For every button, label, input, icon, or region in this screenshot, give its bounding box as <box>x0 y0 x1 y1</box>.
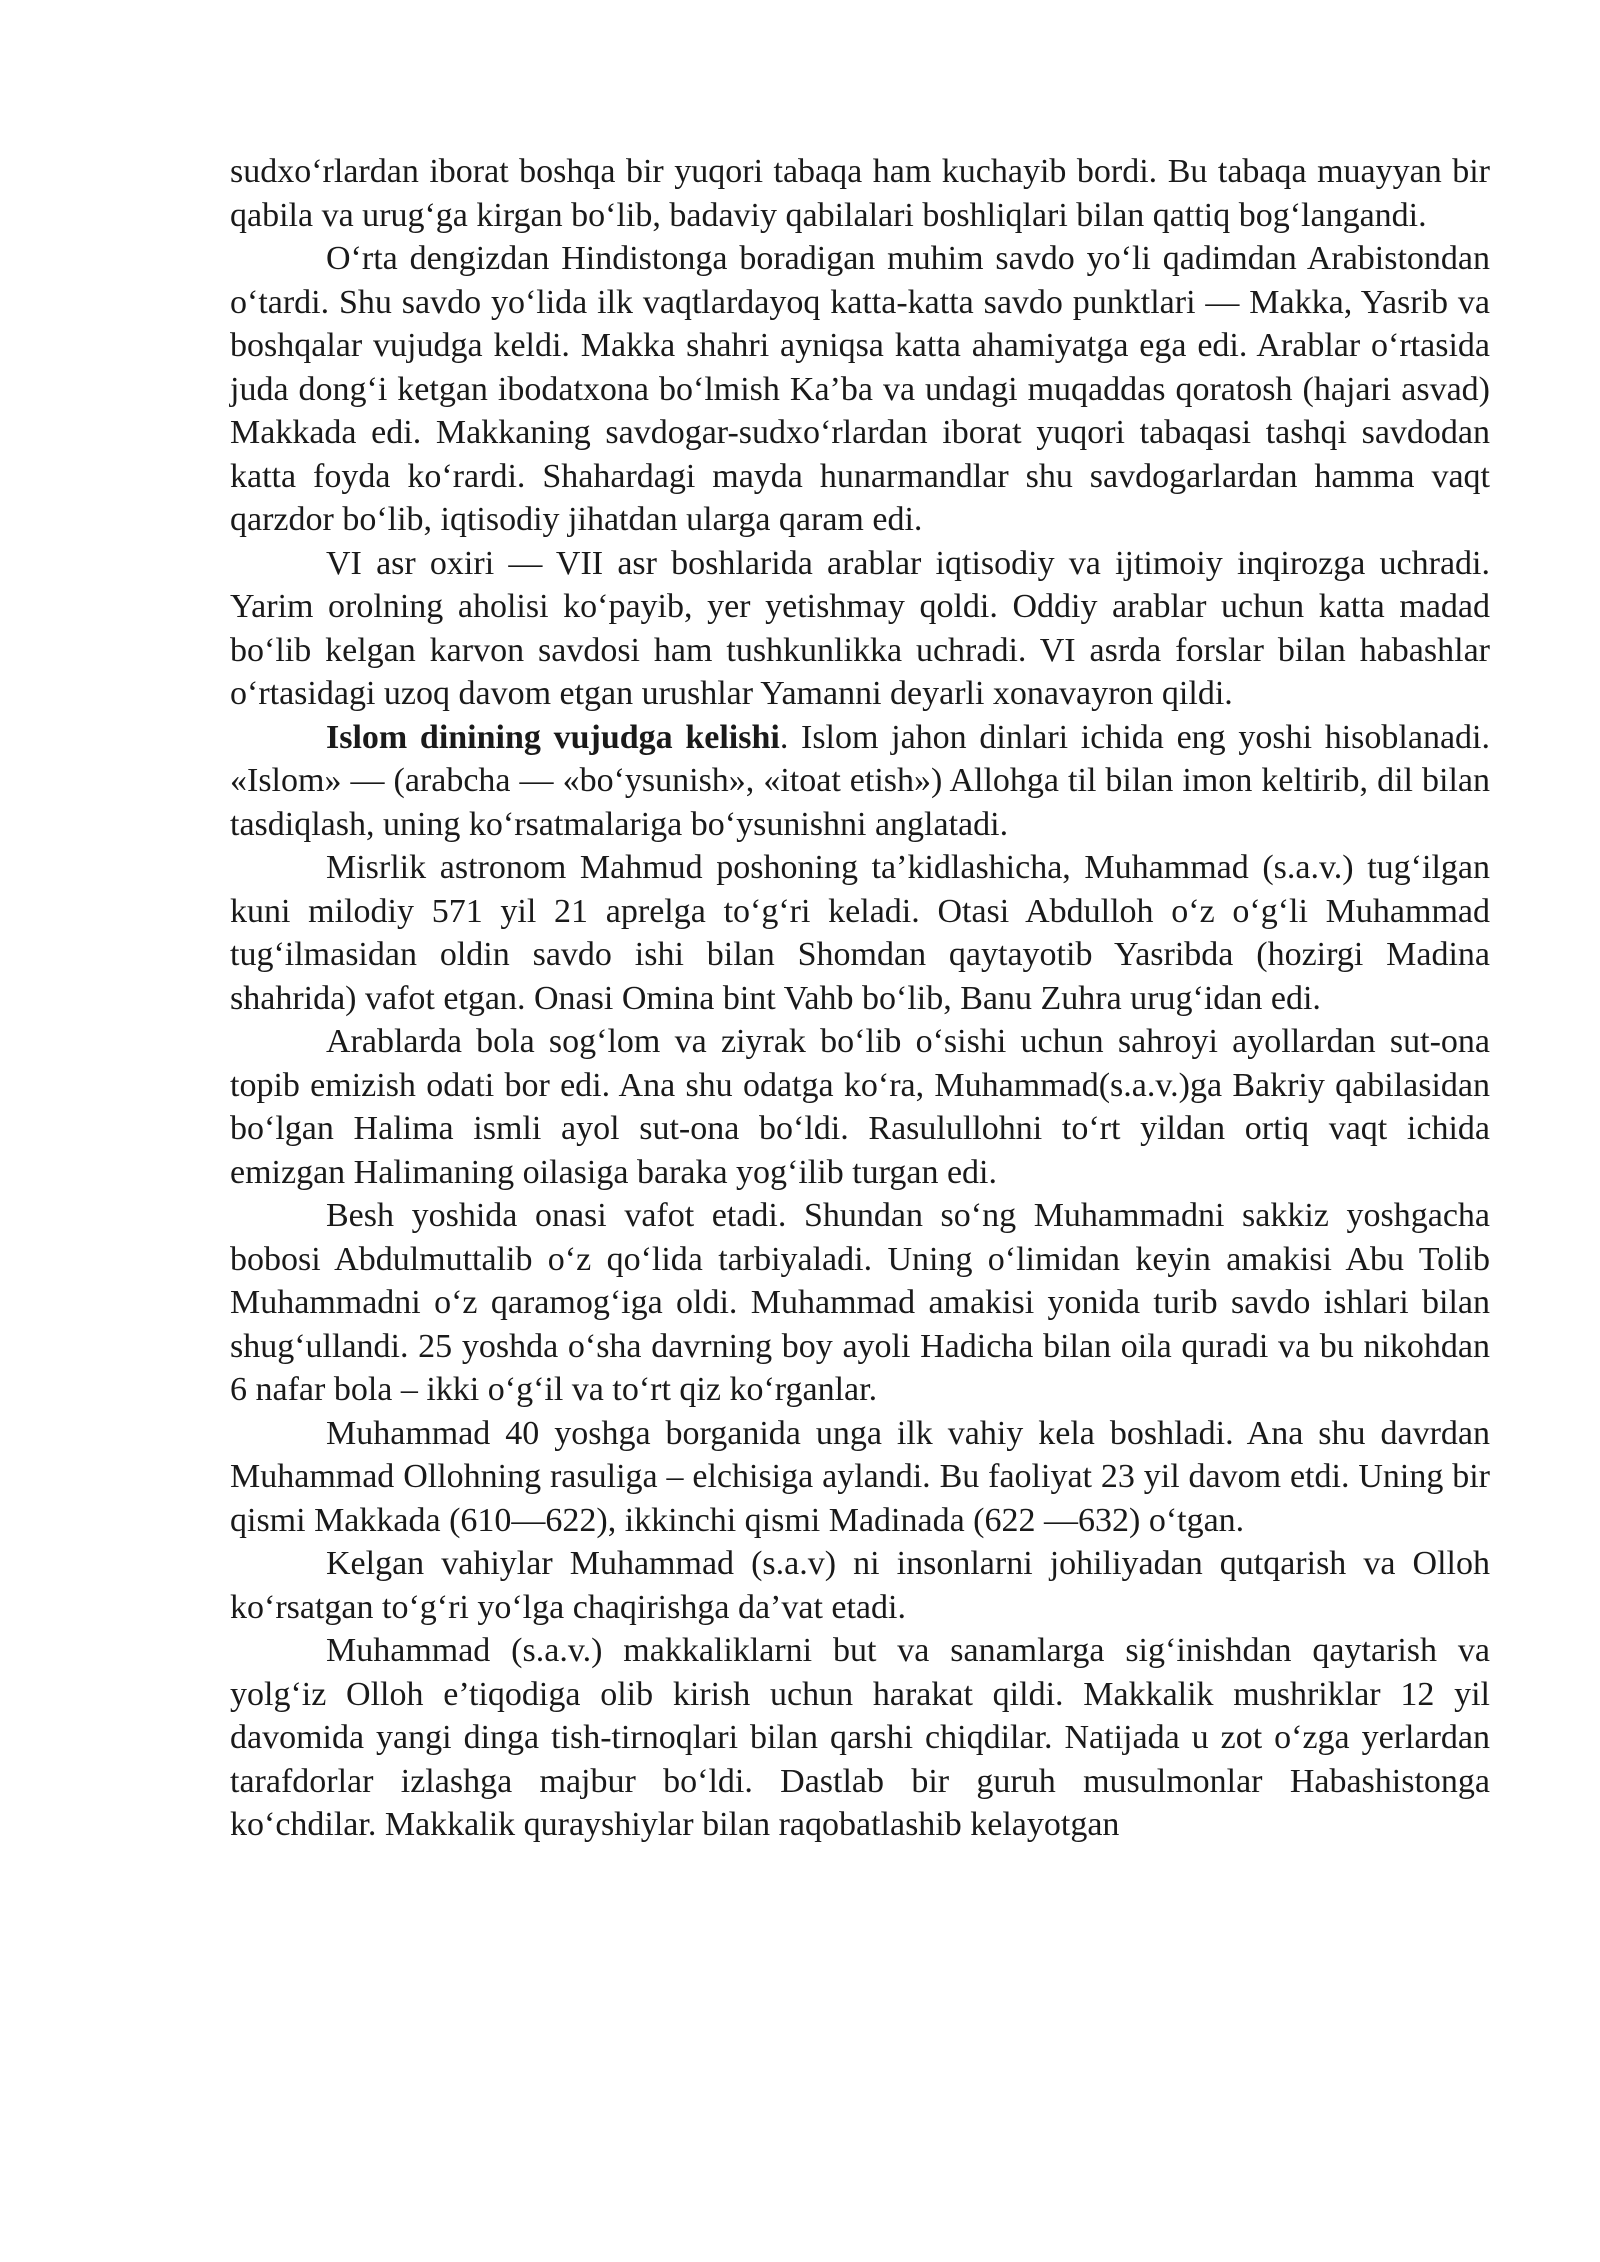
paragraph-4 <box>230 716 1490 847</box>
section-heading: Islom dinining vujudga kelishi <box>326 718 780 756</box>
paragraph-text: Muhammad (s.a.v.) makkaliklarni but va sanamlarga sig‘inishdan qaytarish va yolg‘iz Olloh e’tiqodiga olib kirish uchun harakat qildi. Makkalik mushriklar 12 yil davomida yangi dinga tish-tirnoqlari bilan qarshi chiqdilar. Natijada u zot o‘zga yerlardan tarafdorlar izlashga majbur bo‘ldi. Dastlab bir guruh musulmonlar Habashistonga ko‘chdilar. Makkalik qurayshiylar bilan raqobatlashib kelayotgan <box>230 1632 1490 1843</box>
document-page <box>230 150 1490 1847</box>
paragraph-5 <box>230 846 1490 1020</box>
paragraph-6 <box>230 1020 1490 1194</box>
paragraph-7 <box>230 1194 1490 1412</box>
paragraph-text: VI asr oxiri — VII asr boshlarida arablar iqtisodiy va ijtimoiy inqirozga uchradi. Yarim orolning aholisi ko‘payib, yer yetishmay qoldi. Oddiy arablar uchun katta madad bo‘lib kelgan karvon savdosi ham tushkunlikka uchradi. VI asrda forslar bilan habashlar o‘rtasidagi uzoq davom etgan urushlar Yamanni deyarli xonavayron qildi. <box>230 544 1490 712</box>
paragraph-text: Arablarda bola sog‘lom va ziyrak bo‘lib o‘sishi uchun sahroyi ayollardan sut-ona topib emizish odati bor edi. Ana shu odatga ko‘ra, Muhammad(s.a.v.)ga Bakriy qabilasidan bo‘lgan Halima ismli ayol sut-ona bo‘ldi. Rasulullohni to‘rt yildan ortiq vaqt ichida emizgan Halimaning oilasiga baraka yog‘ilib turgan edi. <box>230 1023 1490 1191</box>
paragraph-text: Muhammad 40 yoshga borganida unga ilk vahiy kela boshladi. Ana shu davrdan Muhammad Ollohning rasuliga – elchisiga aylandi. Bu faoliyat 23 yil davom etdi. Uning bir qismi Makkada (610—622), ikkinchi qismi Madinada (622 —632) o‘tgan. <box>230 1414 1490 1539</box>
paragraph-text: Misrlik astronom Mahmud poshoning ta’kidlashicha, Muhammad (s.a.v.) tug‘ilgan kuni milodiy 571 yil 21 aprelga to‘g‘ri keladi. Otasi Abdulloh o‘z o‘g‘li Muhammad tug‘ilmasidan oldin savdo ishi bilan Shomdan qaytayotib Yasribda (hozirgi Madina shahrida) vafot etgan. Onasi Omina bint Vahb bo‘lib, Banu Zuhra urug‘idan edi. <box>230 849 1490 1017</box>
paragraph-text: O‘rta dengizdan Hindistonga boradigan muhim savdo yo‘li qadimdan Arabistondan o‘tardi. Shu savdo yo‘lida ilk vaqtlardayoq katta-katta savdo punktlari — Makka, Yasrib va boshqalar vujudga keldi. Makka shahri ayniqsa katta ahamiyatga ega edi. Arablar o‘rtasida juda dong‘i ketgan ibodatxona bo‘lmish Ka’ba va undagi muqaddas qoratosh (hajari asvad) Makkada edi. Makkaning savdogar-sudxo‘rlardan iborat yuqori tabaqasi tashqi savdodan katta foyda ko‘rardi. Shahardagi mayda hunarmandlar shu savdogarlardan hamma vaqt qarzdor bo‘lib, iqtisodiy jihatdan ularga qaram edi. <box>230 240 1490 538</box>
paragraph-text: . Islom jahon dinlari ichida eng yoshi hisoblanadi. «Islom» — (arabcha — «bo‘ysunish», «itoat etish») Allohga til bilan imon keltirib, dil bilan tasdiqlash, uning ko‘rsatmalariga bo‘ysunishni anglatadi. <box>230 718 1490 843</box>
paragraph-9 <box>230 1542 1490 1629</box>
paragraph-3 <box>230 542 1490 716</box>
paragraph-8 <box>230 1412 1490 1543</box>
paragraph-1 <box>230 150 1490 237</box>
paragraph-text: Besh yoshida onasi vafot etadi. Shundan so‘ng Muhammadni sakkiz yoshgacha bobosi Abdulmuttalib o‘z qo‘lida tarbiyaladi. Uning o‘limidan keyin amakisi Abu Tolib Muhammadni o‘z qaramog‘iga oldi. Muhammad amakisi yonida turib savdo ishlari bilan shug‘ullandi. 25 yoshda o‘sha davrning boy ayoli Hadicha bilan oila quradi va bu nikohdan 6 nafar bola – ikki o‘g‘il va to‘rt qiz ko‘rganlar. <box>230 1197 1490 1408</box>
paragraph-text: sudxo‘rlardan iborat boshqa bir yuqori tabaqa ham kuchayib bordi. Bu tabaqa muayyan bir qabila va urug‘ga kirgan bo‘lib, badaviy qabilalari boshliqlari bilan qattiq bog‘langandi. <box>230 153 1490 234</box>
paragraph-10 <box>230 1629 1490 1847</box>
paragraph-text: Kelgan vahiylar Muhammad (s.a.v) ni insonlarni johiliyadan qutqarish va Olloh ko‘rsatgan to‘g‘ri yo‘lga chaqirishga da’vat etadi. <box>230 1545 1490 1626</box>
paragraph-2 <box>230 237 1490 542</box>
